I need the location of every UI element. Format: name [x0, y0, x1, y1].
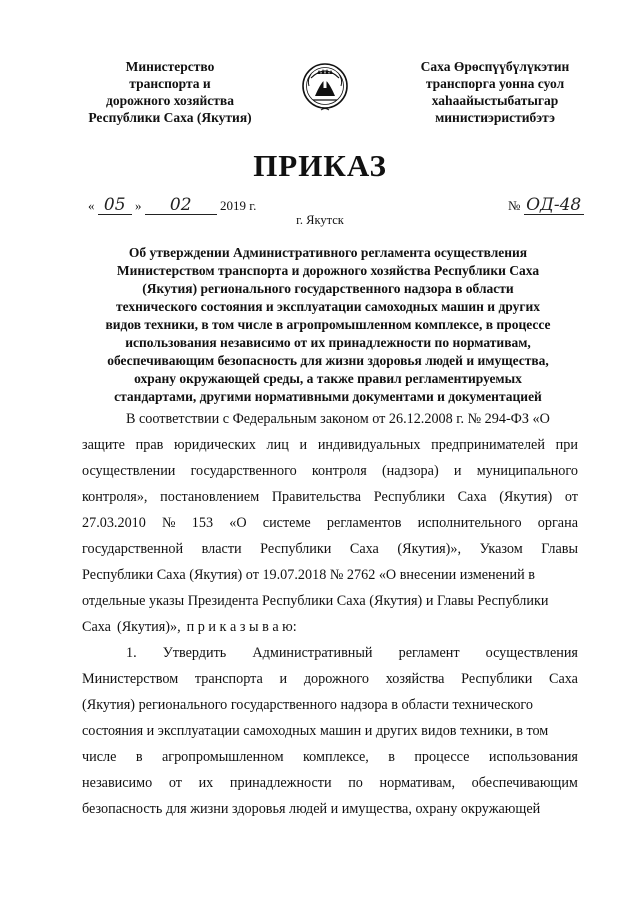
body-text-segment: их [198, 775, 214, 791]
body-text-segment: и [279, 671, 288, 687]
subject-line: обеспечивающим безопасность для жизни здоровья людей и имущества, [107, 353, 549, 368]
body-line [82, 588, 578, 614]
body-text-segment: исполнительного [417, 515, 522, 531]
body-text-segment: в [388, 749, 395, 765]
subject-line: стандартами, другими нормативными документами и документацией [114, 389, 542, 404]
body-text-segment: (надзора) [381, 463, 439, 479]
body-line [82, 614, 578, 640]
body-line [82, 406, 578, 432]
body-text-segment: осуществлении [82, 463, 176, 479]
body-line [82, 484, 578, 510]
coat-of-arms-emblem [301, 58, 349, 114]
body-text-segment: использования [488, 749, 578, 765]
ministry-name-line: хаһаайыстыбатыгар [431, 93, 559, 108]
body-text-segment: (Якутия) регионального государственного надзора в области технического [82, 697, 533, 713]
body-text-segment: Главы [541, 541, 578, 557]
body-line [82, 744, 578, 770]
body-text-segment: лиц [266, 437, 289, 453]
body-line [82, 666, 578, 692]
body-text-segment: органа [537, 515, 578, 531]
body-line [82, 692, 578, 718]
subject-line: Министерством транспорта и дорожного хозяйства Республики Саха [116, 263, 540, 278]
body-text-segment: безопасность для жизни здоровья людей и имущества, охрану окружающей [82, 801, 541, 817]
subject-line: охрану окружающей среды, а также правил регламентируемых [134, 371, 522, 386]
body-text-segment: Административный [252, 645, 373, 661]
body-text-segment: 27.03.2010 [82, 515, 146, 531]
body-text-segment: от [168, 775, 182, 791]
body-line [82, 640, 578, 666]
body-text-segment: принадлежности [229, 775, 332, 791]
ministry-name-line: Саха Өрөспүүбүлүкэтин [420, 59, 570, 74]
body-text-segment: (Якутия)», [116, 619, 181, 635]
body-text-segment: дорожного [303, 671, 370, 687]
order-subject-heading [88, 244, 568, 406]
body-text-segment: обеспечивающим [471, 775, 578, 791]
body-text-segment: Республики [373, 489, 445, 505]
subject-line: использования независимо от их принадлежности по нормативам, [125, 335, 531, 350]
subject-line: Об утверждении Административного регламента осуществления [128, 245, 528, 260]
city-name: г. Якутск [296, 213, 344, 227]
body-text-segment: комплексе, [303, 749, 369, 765]
date-month-handwritten: 02 [169, 195, 192, 215]
ministry-name-line: дорожного хозяйства [106, 93, 234, 108]
body-text-segment: В соответствии с Федеральным законом от 26.12.2008 г. № 294-ФЗ «О [126, 411, 550, 427]
ministry-name-line: Республики Саха (Якутия) [88, 110, 252, 125]
body-text-segment: регламентов [326, 515, 402, 531]
ministry-name-line: транспорга уонна суол [425, 76, 565, 91]
body-text-segment: Саха [457, 489, 487, 505]
body-text-segment: (Якутия)», [397, 541, 462, 557]
date-close-quote: » [135, 198, 142, 213]
body-text-segment: прав [135, 437, 164, 453]
body-text-segment: при [555, 437, 578, 453]
body-text-segment: муниципального [476, 463, 578, 479]
body-text-segment: агропромышленном [161, 749, 284, 765]
ministry-name-line: министиэристибэтэ [435, 110, 555, 125]
body-text-segment: осуществления [485, 645, 578, 661]
body-text-segment: по [348, 775, 363, 791]
document-title: ПРИКАЗ [253, 148, 387, 183]
body-text-segment: власти [201, 541, 242, 557]
ministry-name-line: Министерство [125, 59, 215, 74]
body-line [82, 796, 578, 822]
body-text-segment: нормативам, [379, 775, 456, 791]
body-text-segment: индивидуальных [317, 437, 421, 453]
ministry-name-russian [70, 58, 270, 126]
body-line [82, 536, 578, 562]
body-text-segment: № [162, 515, 176, 531]
body-text-segment: регламент [398, 645, 460, 661]
subject-line: видов техники, в том числе в агропромышленном комплексе, в процессе [105, 317, 551, 332]
body-text-segment: «О [229, 515, 247, 531]
body-text-segment: независимо [82, 775, 153, 791]
body-text-segment: процессе [414, 749, 470, 765]
letterhead [0, 58, 640, 138]
body-text-segment: состояния и эксплуатации самоходных машин и других видов техники, в том [82, 723, 549, 739]
body-line [82, 510, 578, 536]
number-handwritten: ОД-48 [526, 195, 582, 215]
order-body-text [82, 406, 578, 822]
body-text-segment: Саха [349, 541, 379, 557]
body-text-segment: предпринимателей [431, 437, 545, 453]
body-text-segment: п р и к а з ы в а ю: [186, 619, 297, 635]
body-line [82, 432, 578, 458]
body-text-segment: системе [262, 515, 311, 531]
body-text-segment: (Якутия) [499, 489, 553, 505]
subject-line: технического состояния и эксплуатации самоходных машин и других [115, 299, 541, 314]
body-text-segment: Республики Саха (Якутия) от 19.07.2018 № 2762 «О внесении изменений в [82, 567, 535, 583]
body-text-segment: Саха [549, 671, 578, 687]
body-text-segment: и [453, 463, 462, 479]
subject-line: (Якутия) регионального государственного надзора в области [142, 281, 514, 296]
ministry-name-yakut [395, 58, 595, 126]
body-text-segment: от [564, 489, 578, 505]
body-text-segment: юридических [174, 437, 256, 453]
body-text-segment: Республики [260, 541, 332, 557]
body-text-segment: и [299, 437, 308, 453]
body-text-segment: контроля», [82, 489, 148, 505]
date-year: 2019 г. [220, 198, 257, 213]
body-text-segment: Министерством [82, 671, 179, 687]
body-text-segment: транспорта [194, 671, 263, 687]
body-text-segment: постановлением [160, 489, 260, 505]
body-text-segment: Саха [82, 619, 111, 635]
body-text-segment: 1. [126, 645, 137, 661]
body-text-segment: Утвердить [162, 645, 227, 661]
body-line [82, 770, 578, 796]
date-day-handwritten: 05 [103, 195, 126, 215]
body-text-segment: государственного [190, 463, 297, 479]
body-line [82, 562, 578, 588]
body-text-segment: отдельные указы Президента Республики Саха (Якутия) и Главы Республики [82, 593, 549, 609]
number-sign: № [508, 198, 521, 213]
body-text-segment: государственной [82, 541, 184, 557]
date-open-quote: « [88, 198, 95, 213]
body-text-segment: Правительства [271, 489, 362, 505]
body-line [82, 458, 578, 484]
body-text-segment: контроля [311, 463, 367, 479]
body-text-segment: защите [82, 437, 125, 453]
ministry-name-line: транспорта и [129, 76, 211, 91]
body-line [82, 718, 578, 744]
body-text-segment: 153 [191, 515, 214, 531]
body-text-segment: в [135, 749, 143, 765]
body-text-segment: Указом [479, 541, 523, 557]
body-text-segment: хозяйства [385, 671, 445, 687]
body-text-segment: Республики [461, 671, 533, 687]
body-text-segment: числе [82, 749, 117, 765]
